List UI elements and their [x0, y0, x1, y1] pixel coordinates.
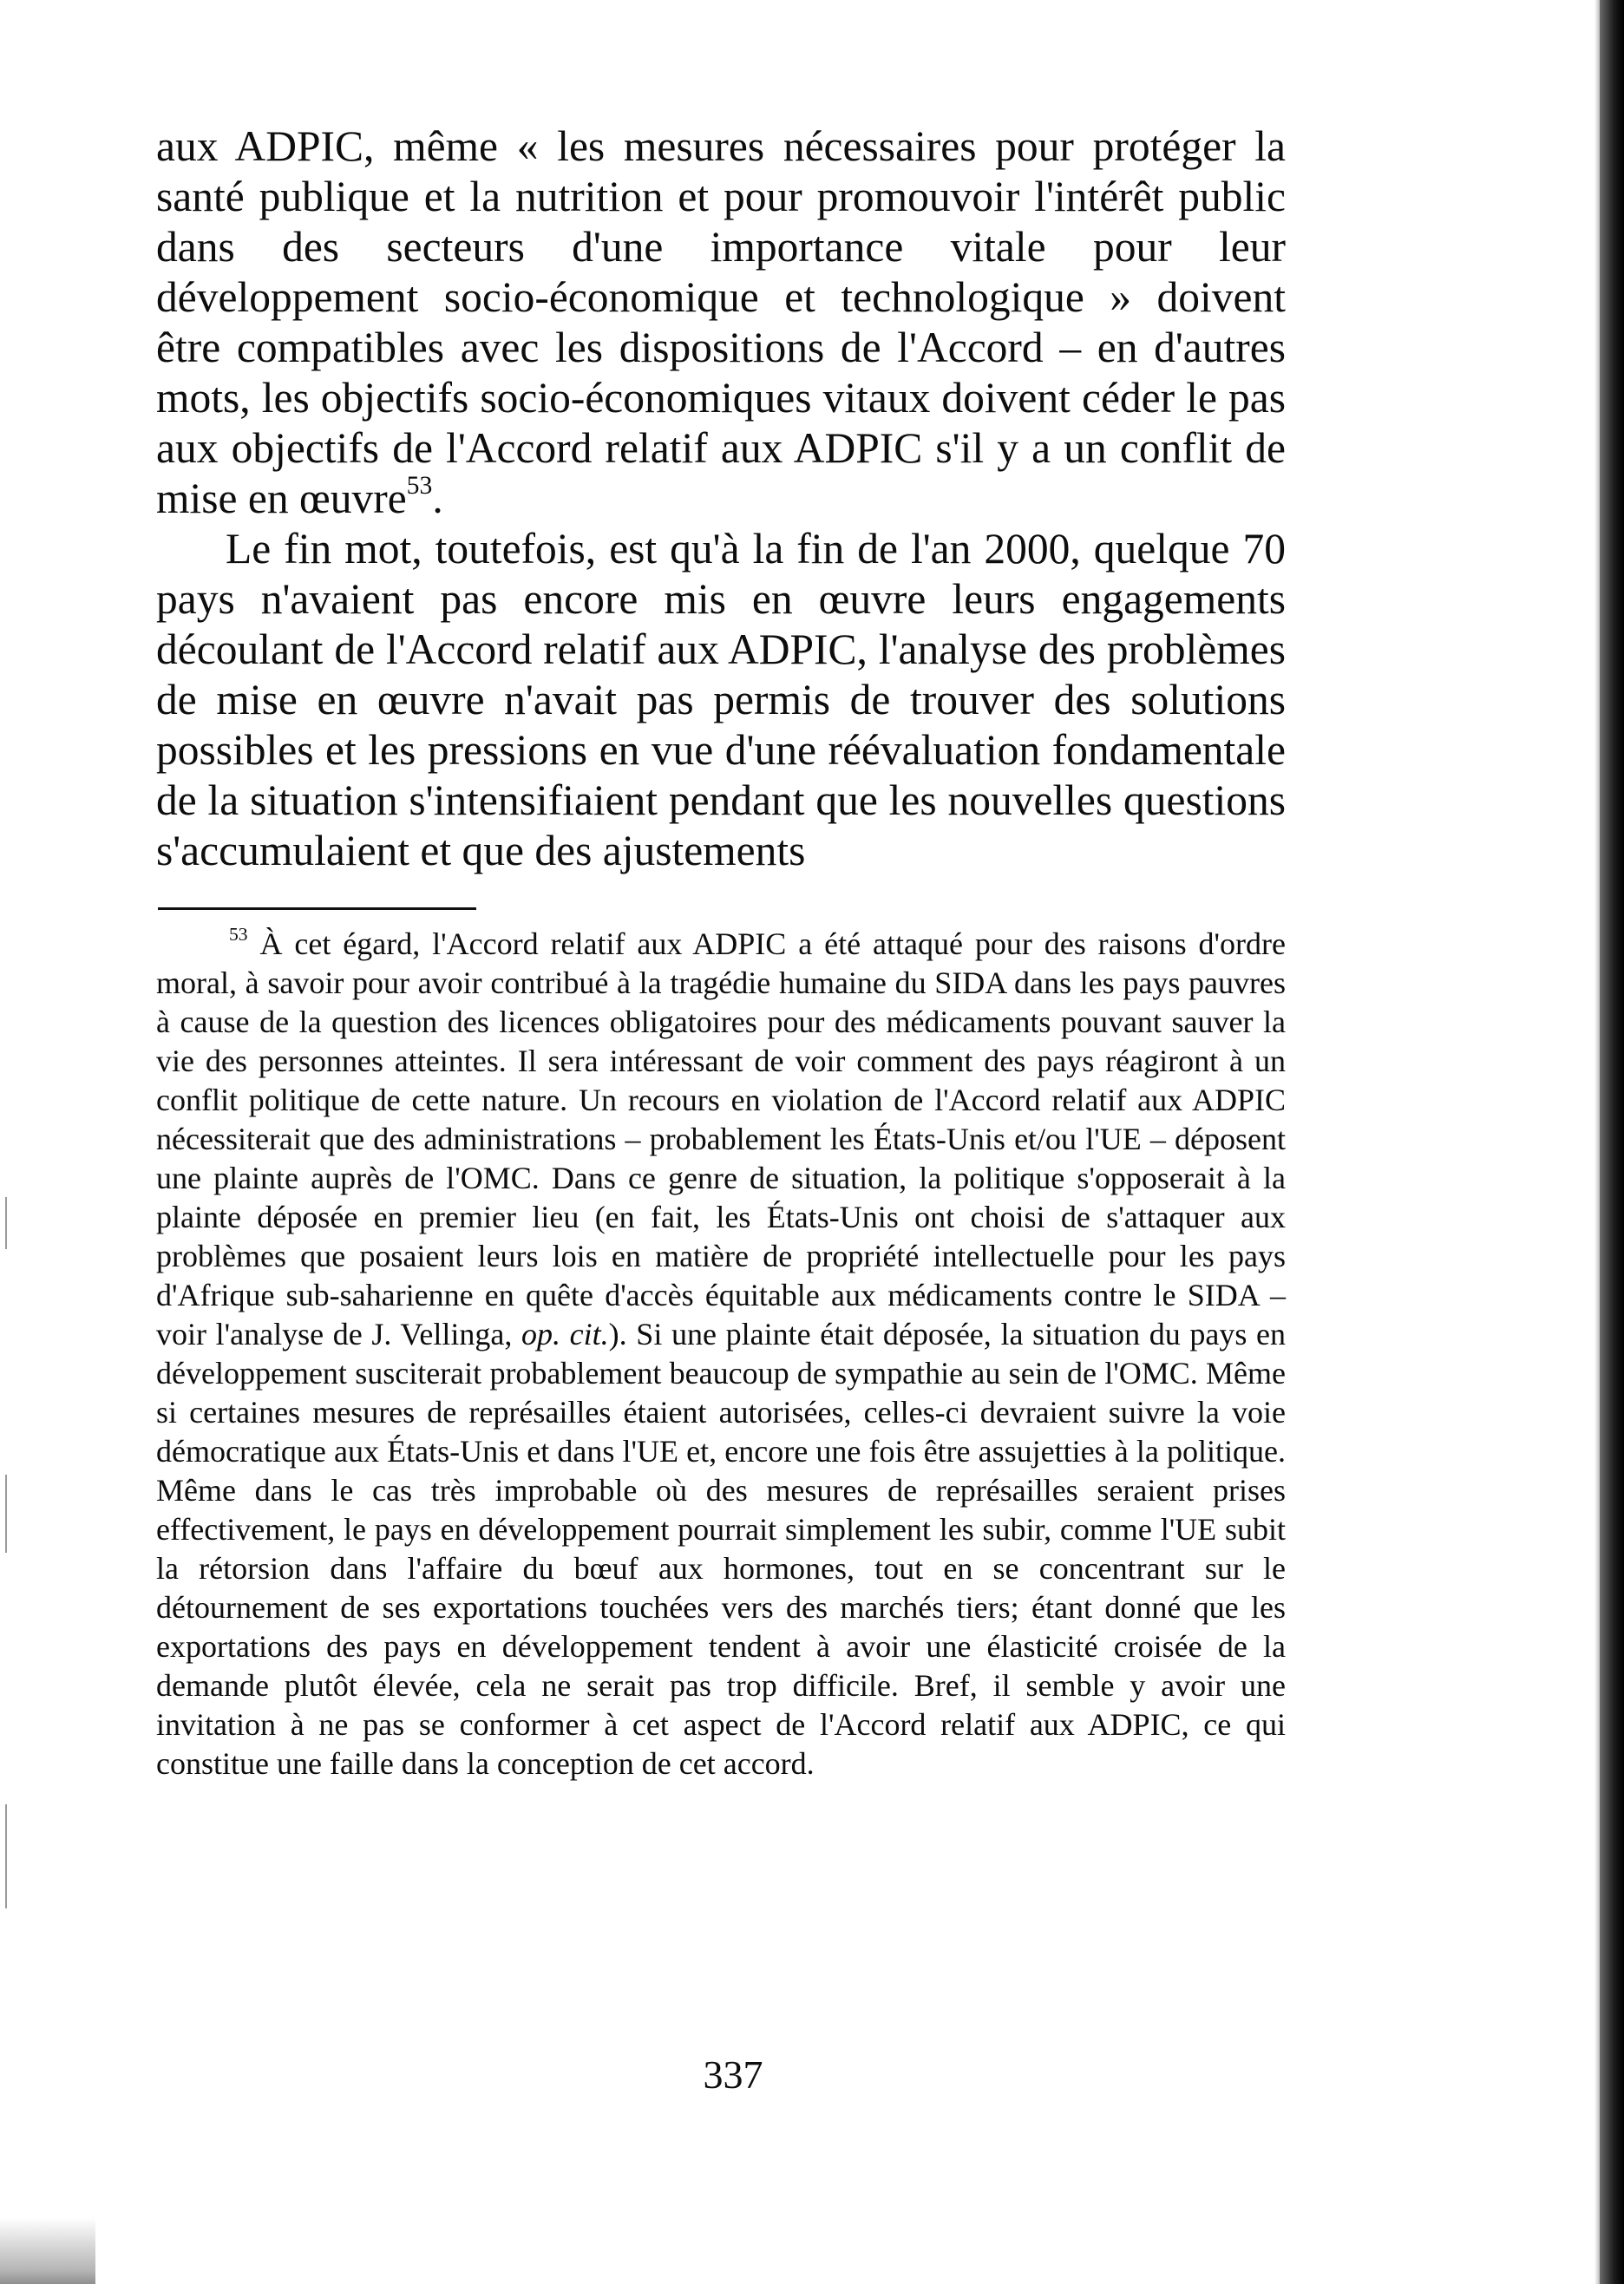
footnote-text: À cet égard, l'Accord relatif aux ADPIC a été attaqué pour des raisons d'ordre moral, à savoir pour avoir contribué à la tragédie humaine du SIDA dans les pays pauvres à cause de la question des licences obligatoires pour des médicaments pouvant sauver la vie des personnes atteintes. Il sera intéressant de voir comment des pays réagiront à un conflit politique de cette nature. Un recours en violation de l'Accord relatif aux ADPIC nécessiterait que des administrations – probablement les États-Unis et/ou l'UE – déposent une plainte auprès de l'OMC. Dans ce genre de situation, la politique s'opposerait à la plainte déposée en premier lieu (en fait, les États-Unis ont choisi de s'attaquer aux problèmes que posaient leurs lois en matière de propriété intellectuelle pour les pays d'Afrique sub-saharienne en quête d'accès équitable aux médicaments contre le SIDA – voir l'analyse de J. Vellinga, [156, 926, 1286, 1351]
footnote-reference: 53 [406, 472, 433, 501]
footnote-block [156, 925, 1286, 1783]
footnote-citation: op. cit. [521, 1317, 609, 1351]
paragraph-2: Le fin mot, toutefois, est qu'à la fin de l'an 2000, quelque 70 pays n'avaient pas encore mis en œuvre leurs engagements découlant de l'Accord relatif aux ADPIC, l'analyse des problèmes de mise en œuvre n'avait pas permis de trouver des solutions possibles et les pressions en vue d'une réévaluation fondamentale de la situation s'intensifiaient pendant que les nouvelles questions s'accumulaient et que des ajustements [156, 525, 1286, 874]
page-number: 337 [703, 2052, 763, 2097]
footnote-text-continued: ). Si une plainte était déposée, la situation du pays en développement susciterait probablement beaucoup de sympathie au sein de l'OMC. Même si certaines mesures de représailles étaient autorisées, celles-ci devraient suivre la voie démocratique aux États-Unis et dans l'UE et, encore une fois être assujetties à la politique. Même dans le cas très improbable où des mesures de représailles seraient prises effectivement, le pays en développement pourrait simplement les subir, comme l'UE subit la rétorsion dans l'affaire du bœuf aux hormones, tout en se concentrant sur le détournement de ses exportations touchées vers des marchés tiers; étant donné que les exportations des pays en développement tendent à avoir une élasticité croisée de la demande plutôt élevée, cela ne serait pas trop difficile. Bref, il semble y avoir une invitation à ne pas se conformer à cet aspect de l'Accord relatif aux ADPIC, ce qui constitue une faille dans la conception de cet accord. [156, 1317, 1287, 1781]
footnote-53 [156, 925, 1286, 1783]
paragraph-1-end: . [432, 474, 443, 522]
main-text-body [156, 121, 1286, 876]
gutter-mark [5, 1197, 7, 1249]
footnote-separator [158, 907, 476, 910]
footnote-number: 53 [229, 923, 248, 945]
page-edge-shadow [1600, 0, 1624, 2284]
paragraph-1-text: aux ADPIC, même « les mesures nécessaires pour protéger la santé publique et la nutrition et pour promouvoir l'intérêt public dans des secteurs d'une importance vitale pour leur développement socio-économique et technologique » doivent être compatibles avec les dispositions de l'Accord – en d'autres mots, les objectifs socio-économiques vitaux doivent céder le pas aux objectifs de l'Accord relatif aux ADPIC s'il y a un conflit de mise en œuvre [156, 122, 1286, 522]
gutter-mark [5, 1804, 7, 1908]
binding-shadow [0, 2119, 95, 2284]
gutter-mark [5, 1475, 7, 1553]
paragraph-1 [156, 121, 1286, 524]
